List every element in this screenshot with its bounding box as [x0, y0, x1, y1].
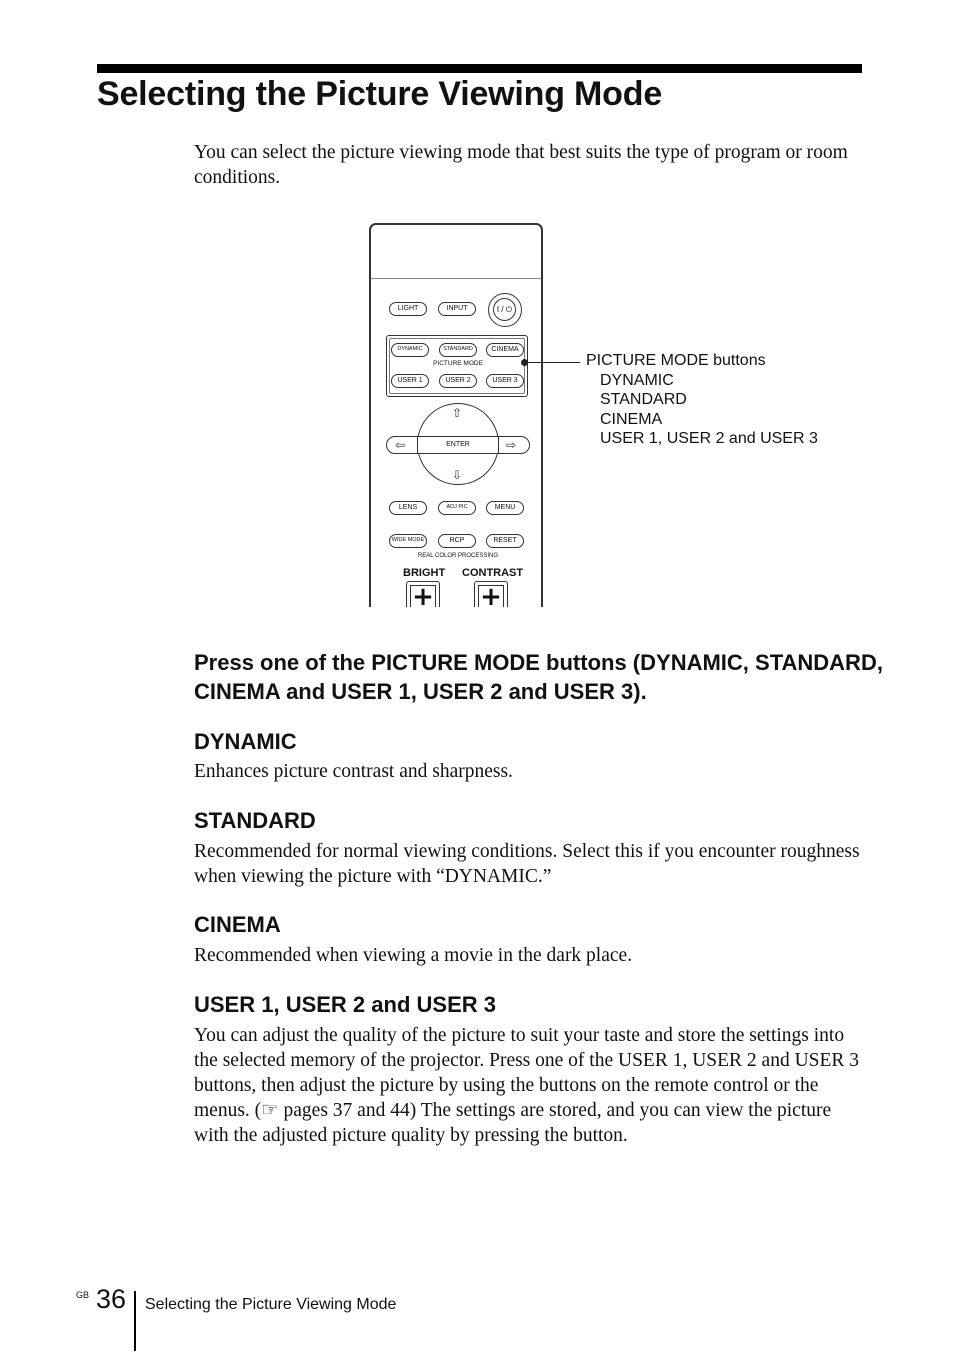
callout-leader-line [525, 362, 580, 363]
input-button: INPUT [438, 302, 476, 316]
step-heading: Press one of the PICTURE MODE buttons (DYNAMIC, STANDARD, CINEMA and USER 1, USER 2 and USER 3). [194, 650, 883, 704]
mode-heading-dynamic: DYNAMIC [194, 729, 297, 754]
plus-icon: + [478, 585, 504, 607]
mode-desc-standard: Recommended for normal viewing conditions. Select this if you encounter roughness when viewing the picture with “DYNAMIC.” [194, 841, 860, 887]
plus-icon: + [410, 585, 436, 607]
down-arrow-icon: ⇩ [452, 468, 463, 482]
picture-mode-label: PICTURE MODE [433, 360, 483, 367]
footer-divider [134, 1291, 136, 1351]
picture-mode-callout [586, 351, 818, 449]
callout-item: CINEMA [600, 410, 663, 428]
cinema-button: CINEMA [486, 343, 524, 357]
lens-button: LENS [389, 501, 427, 515]
menu-button: MENU [486, 501, 524, 515]
left-arrow-icon: ⇦ [395, 438, 406, 452]
remote-control-illustration [369, 223, 543, 607]
mode-heading-cinema: CINEMA [194, 912, 281, 937]
user1-button: USER 1 [391, 374, 429, 388]
mode-desc-cinema: Recommended when viewing a movie in the dark place. [194, 945, 633, 966]
callout-item: DYNAMIC [600, 371, 674, 389]
bright-plus-button [406, 581, 440, 607]
callout-leader-dot [521, 359, 528, 366]
wide-mode-button: WIDE MODE [389, 534, 427, 548]
mode-desc-dynamic: Enhances picture contrast and sharpness. [194, 761, 513, 782]
remote-divider [371, 278, 541, 279]
mode-heading-user: USER 1, USER 2 and USER 3 [194, 992, 496, 1017]
enter-button: ENTER [417, 437, 499, 453]
light-button: LIGHT [389, 302, 427, 316]
rcp-button: RCP [438, 534, 476, 548]
callout-item: USER 1, USER 2 and USER 3 [600, 430, 818, 448]
page-title: Selecting the Picture Viewing Mode [97, 75, 663, 113]
power-button [488, 293, 522, 327]
page-number: 36 [96, 1284, 127, 1314]
footer-section-title: Selecting the Picture Viewing Mode [145, 1296, 397, 1313]
user3-button: USER 3 [486, 374, 524, 388]
bright-label: BRIGHT [403, 567, 446, 579]
contrast-label: CONTRAST [462, 567, 524, 579]
dynamic-button: DYNAMIC [391, 343, 429, 357]
real-color-label: REAL COLOR PROCESSING [417, 553, 499, 559]
adj-pic-button: ADJ PIC [438, 501, 476, 515]
footer-region: GB [76, 1290, 90, 1300]
intro-paragraph: You can select the picture viewing mode that best suits the type of program or room conditions. [194, 142, 848, 188]
power-icon: I / ⏻ [493, 298, 516, 321]
callout-item: STANDARD [600, 391, 687, 409]
up-arrow-icon: ⇧ [452, 406, 463, 420]
right-arrow-icon: ⇨ [506, 438, 517, 452]
standard-button: STANDARD [439, 343, 477, 357]
callout-heading: PICTURE MODE buttons [586, 352, 766, 369]
mode-desc-user: You can adjust the quality of the picture to suit your taste and store the settings into the selected memory of the projector. Press one of the USER 1, USER 2 and USER 3 buttons, then adjust the picture by using the buttons on the remote control or the menus. (☞ pages 37 and 44) The settings are stored, and you can view the picture with the adjusted picture quality by pressing the button. [194, 1025, 860, 1146]
mode-heading-standard: STANDARD [194, 808, 316, 833]
user2-button: USER 2 [439, 374, 477, 388]
title-rule [97, 64, 862, 73]
reset-button: RESET [486, 534, 524, 548]
contrast-plus-button [474, 581, 508, 607]
